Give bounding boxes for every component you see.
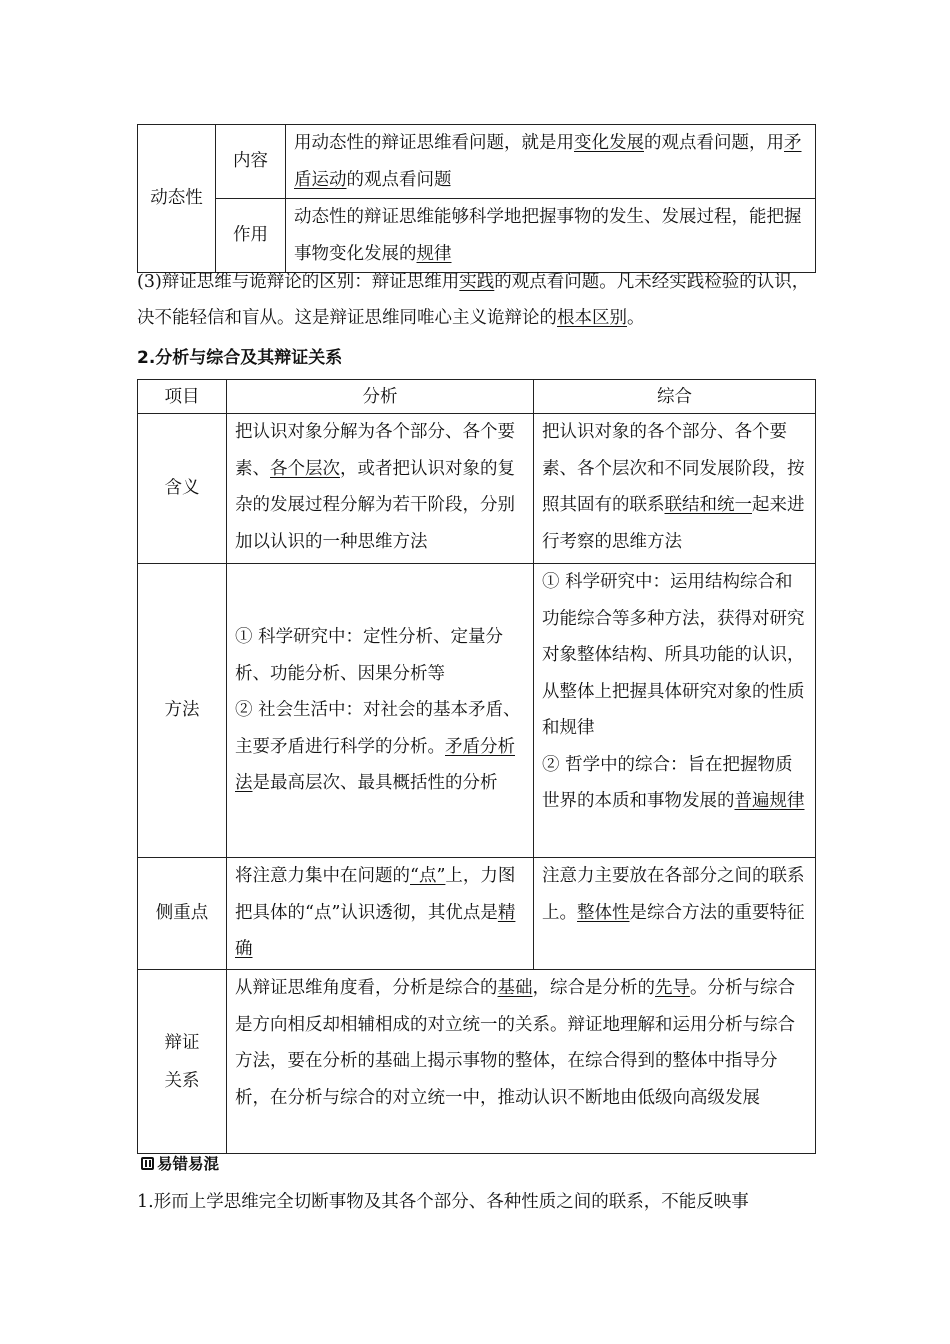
paragraph-1: 1.形而上学思维完全切断事物及其各个部分、各种性质之间的联系，不能反映事	[137, 1192, 749, 1212]
table-header-row	[138, 380, 816, 414]
effect-cell: 动态性的辩证思维能够科学地把握事物的发生、发展过程，能把握事物变化发展的规律	[286, 199, 816, 273]
focus-analysis-cell: 将注意力集中在问题的“点”上，力图把具体的“点”认识透彻，其优点是精确	[227, 858, 534, 970]
analysis-synthesis-table	[137, 379, 816, 1154]
row-label-method: 方法	[138, 564, 227, 858]
table-row	[138, 858, 816, 970]
roman-two-badge-icon	[141, 1157, 154, 1170]
row-label-relation	[138, 970, 227, 1154]
row-label-meaning: 含义	[138, 414, 227, 564]
relation-cell: 从辩证思维角度看，分析是综合的基础，综合是分析的先导。分析与综合是方向相反却相辅相成的对立统一的关系。辩证地理解和运用分析与综合方法，要在分析的基础上揭示事物的整体，在综合得到的整体中指导分析，在分析与综合的对立统一中，推动认识不断地由低级向高级发展	[227, 970, 816, 1154]
meaning-analysis-cell: 把认识对象分解为各个部分、各个要素、各个层次，或者把认识对象的复杂的发展过程分解为若干阶段，分别加以认识的一种思维方法	[227, 414, 534, 564]
paragraph-3: (3)辩证思维与诡辩论的区别：辩证思维用实践的观点看问题。凡未经实践检验的认识，决不能轻信和盲从。这是辩证思维同唯心主义诡辩论的根本区别。	[137, 272, 810, 328]
error-prone-tag	[141, 1154, 219, 1174]
row-label-focus: 侧重点	[138, 858, 227, 970]
row-label-effect: 作用	[216, 199, 286, 273]
table-row	[138, 564, 816, 858]
focus-synthesis-cell: 注意力主要放在各部分之间的联系上。整体性是综合方法的重要特征	[534, 858, 816, 970]
row-header-dynamic: 动态性	[138, 125, 216, 273]
row-label-content: 内容	[216, 125, 286, 199]
table-row	[138, 199, 816, 273]
dynamic-table	[137, 124, 816, 273]
table-row	[138, 414, 816, 564]
relation-label-line1: 辩证	[164, 1032, 200, 1053]
error-prone-title: 易错易混	[157, 1155, 220, 1173]
table-row	[138, 970, 816, 1154]
meaning-synthesis-cell: 把认识对象的各个部分、各个要素、各个层次和不同发展阶段，按照其固有的联系联结和统一起来进行考察的思维方法	[534, 414, 816, 564]
header-item: 项目	[138, 380, 227, 414]
method-analysis-cell: ① 科学研究中：定性分析、定量分析、功能分析、因果分析等 ② 社会生活中：对社会的基本矛盾、主要矛盾进行科学的分析。矛盾分析法是最高层次、最具概括性的分析	[227, 564, 534, 858]
relation-label-line2: 关系	[164, 1070, 200, 1091]
header-synthesis: 综合	[534, 380, 816, 414]
table-row	[138, 125, 816, 199]
method-synthesis-cell: ① 科学研究中：运用结构综合和功能综合等多种方法，获得对研究对象整体结构、所具功能的认识，从整体上把握具体研究对象的性质和规律 ② 哲学中的综合：旨在把握物质世界的本质和事物发展的普遍规律	[534, 564, 816, 858]
header-analysis: 分析	[227, 380, 534, 414]
section-heading: 2.分析与综合及其辩证关系	[137, 348, 343, 368]
content-cell: 用动态性的辩证思维看问题，就是用变化发展的观点看问题，用矛盾运动的观点看问题	[286, 125, 816, 199]
